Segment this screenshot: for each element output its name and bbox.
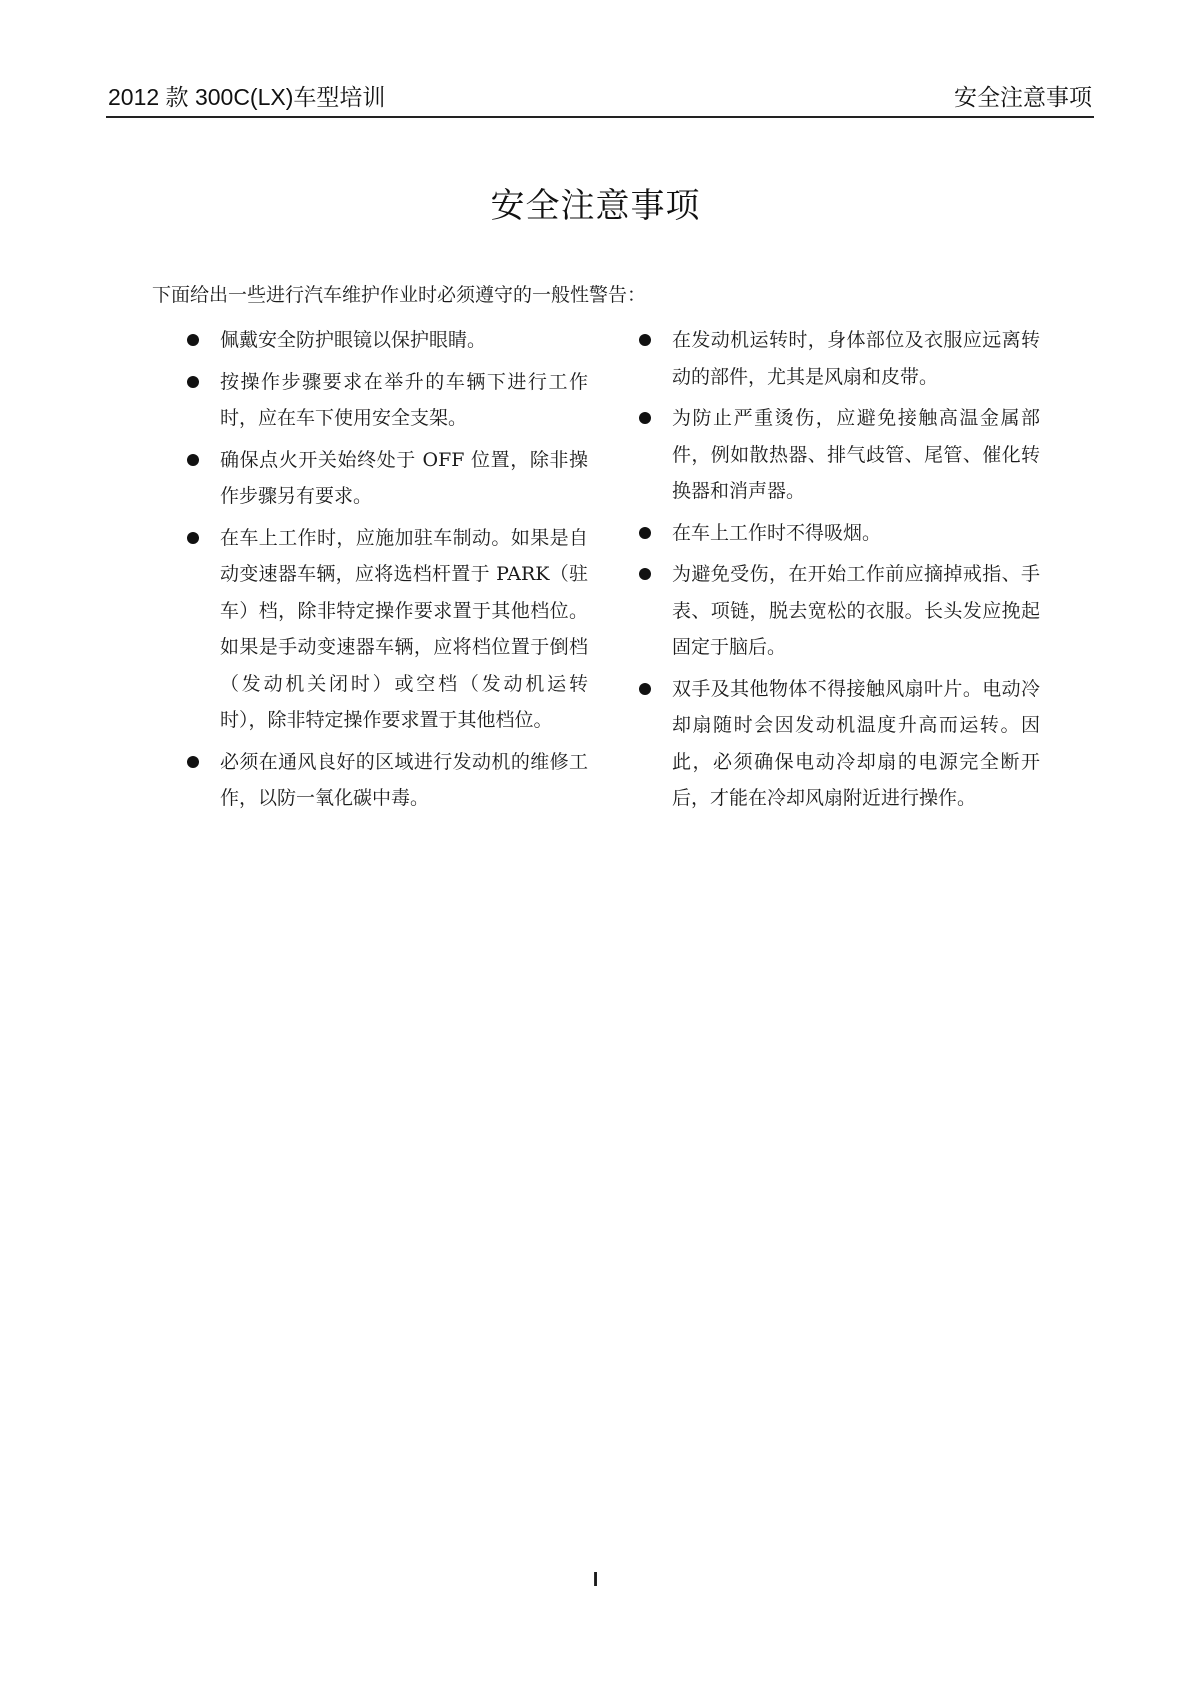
list-item-text: 在车上工作时不得吸烟。: [672, 521, 882, 544]
intro-paragraph: 下面给出一些进行汽车维护作业时必须遵守的一般性警告：: [152, 284, 647, 306]
list-item-text: 按操作步骤要求在举升的车辆下进行工作时，应在车下使用安全支架。: [220, 370, 588, 429]
list-item-text: 在发动机运转时，身体部位及衣服应远离转动的部件，尤其是风扇和皮带。: [672, 329, 1040, 388]
header-course-title: 2012 款 300C(LX)车型培训: [108, 84, 386, 110]
page-header: [106, 82, 1094, 118]
list-item: [636, 556, 1040, 666]
list-item: [636, 400, 1040, 510]
page-title: 安全注意事项: [490, 186, 701, 226]
list-item: [636, 322, 1040, 395]
list-item-text: 佩戴安全防护眼镜以保护眼睛。: [220, 329, 487, 351]
page-number: I: [592, 1569, 599, 1591]
list-item-text: 在车上工作时，应施加驻车制动。如果是自动变速器车辆，应将选档杆置于 PARK（驻车）档，除非特定操作要求置于其他档位。如果是手动变速器车辆，应将档位置于倒档（发动机关闭时）或空档（发动机运转时），除非特定操作要求置于其他档位。: [220, 526, 588, 731]
bullet-icon: [187, 532, 199, 544]
list-item-text: 确保点火开关始终处于 OFF 位置，除非操作步骤另有要求。: [220, 448, 588, 507]
bullet-icon: [187, 334, 199, 346]
list-item: [184, 442, 588, 515]
bullet-icon: [639, 412, 651, 424]
list-item-text: 为避免受伤，在开始工作前应摘掉戒指、手表、项链，脱去宽松的衣服。长头发应挽起固定于脑后。: [672, 563, 1040, 658]
list-item-text: 必须在通风良好的区域进行发动机的维修工作，以防一氧化碳中毒。: [220, 750, 588, 809]
list-item: [636, 671, 1040, 817]
warning-list-left: [184, 322, 588, 822]
list-item: [184, 520, 588, 739]
bullet-icon: [639, 527, 651, 539]
bullet-icon: [187, 376, 199, 388]
list-item: [184, 322, 588, 359]
bullet-icon: [639, 334, 651, 346]
list-item: [184, 744, 588, 817]
list-item: [184, 364, 588, 437]
list-item-text: 双手及其他物体不得接触风扇叶片。电动冷却扇随时会因发动机温度升高而运转。因此，必须确保电动冷却扇的电源完全断开后，才能在冷却风扇附近进行操作。: [672, 677, 1040, 809]
bullet-icon: [639, 568, 651, 580]
list-item: [636, 515, 1040, 552]
bullet-icon: [187, 454, 199, 466]
warning-list-right: [636, 322, 1040, 822]
header-section-title: 安全注意事项: [954, 84, 1092, 110]
bullet-icon: [187, 756, 199, 768]
bullet-icon: [639, 683, 651, 695]
list-item-text: 为防止严重烫伤，应避免接触高温金属部件，例如散热器、排气歧管、尾管、催化转换器和消声器。: [672, 407, 1040, 502]
